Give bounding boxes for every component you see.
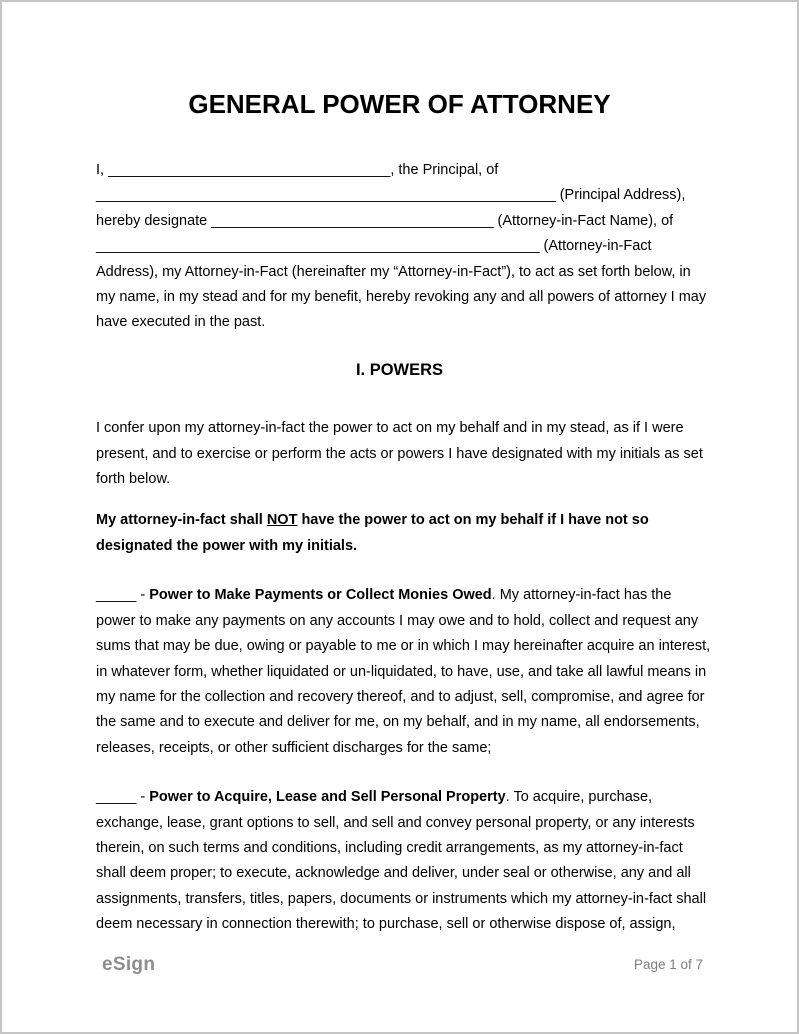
doc-line [96,209,703,234]
doc-line [96,811,703,836]
text-segment: _________________________________________________________ (Principal Address), [96,187,686,204]
text-segment: in whatever form, whether liquidated or un-liquidated, to have, use, and take all lawful means in [96,663,707,680]
paragraph-intro [96,158,707,336]
text-segment: Address), my Attorney-in-Fact (hereinafter my “Attorney-in-Fact”), to act as set forth below, in [96,263,691,280]
text-segment: shall deem proper; to execute, acknowledge and deliver, under seal or otherwise, any and all [96,865,691,882]
doc-line [96,887,707,912]
doc-line [96,660,707,685]
text-segment: have the power to act on my behalf if I have not so [297,512,649,529]
doc-line [96,534,703,559]
text-segment: Power to Acquire, Lease and Sell Personal Property [149,789,506,806]
doc-line [96,634,711,659]
text-segment: forth below. [96,471,171,488]
document-title: GENERAL POWER OF ATTORNEY [188,89,611,119]
page-footer [102,953,703,977]
doc-line [96,260,703,285]
text-segment: I, ___________________________________, the Principal, of [96,162,499,178]
doc-line [96,158,703,183]
text-segment: sums that may be due, owing or payable to me or in which I may hereinafter acquire an interest, [96,638,711,655]
text-segment: . My attorney-in-fact has the [491,587,672,604]
text-segment: Power to Make Payments or Collect Monies Owed [149,587,492,604]
text-segment: my name, in my stead and for my benefit, hereby revoking any and all powers of attorney I may [96,289,707,306]
text-segment: have executed in the past. [96,314,266,331]
text-segment: deem necessary in connection therewith; to purchase, sell or otherwise dispose of, assign, [96,916,676,933]
text-segment: I confer upon my attorney-in-fact the power to act on my behalf and in my stead, as if I were [96,420,684,437]
doc-line [96,583,703,608]
text-segment: _____ - [96,587,150,604]
doc-line [96,785,703,810]
text-segment: assignments, transfers, titles, papers, documents or instruments which my attorney-in-fact shall [96,890,707,907]
page-number-label: Page 1 of 7 [633,957,703,972]
doc-line [96,710,703,735]
paragraph-initials-notice [96,508,703,559]
text-segment: present, and to exercise or perform the acts or powers I have designated with my initials as set [96,445,703,462]
text-segment: designated the power with my initials. [96,537,358,554]
doc-line [96,234,703,259]
doc-line [96,912,703,937]
text-segment: My attorney-in-fact shall [96,512,267,529]
text-segment: . To acquire, purchase, [505,789,653,806]
doc-line [96,467,703,492]
doc-line [96,285,707,310]
text-segment: my name for the collection and recovery thereof, and to adjust, sell, compromise, and agree for [96,688,705,705]
section-heading-powers: I. POWERS [355,360,444,379]
text-segment: therein, on such terms and conditions, including credit arrangements, as my attorney-in-fact [96,839,683,856]
doc-line [96,442,703,467]
text-segment: power to make any payments on any accounts I may owe and to hold, collect and request any [96,612,699,629]
paragraph-power-personal-property [96,785,707,937]
doc-line [96,508,703,533]
paragraph-powers-intro [96,416,703,492]
doc-line [96,861,703,886]
paragraph-power-payments [96,583,711,761]
text-segment: _____ - [96,789,150,806]
doc-line [96,685,703,710]
doc-line [96,183,703,208]
doc-line [96,609,703,634]
emphasized-word: NOT [266,512,298,529]
text-segment: releases, receipts, or other sufficient discharges for the same; [96,739,492,756]
doc-line [96,310,703,335]
doc-line [96,416,703,441]
text-segment: exchange, lease, grant options to sell, and sell and convey personal property, or any interests [96,814,695,831]
doc-line [96,836,703,861]
doc-line [96,736,703,761]
text-segment: _______________________________________________________ (Attorney-in-Fact [96,238,652,255]
text-segment: hereby designate ___________________________________ (Attorney-in-Fact Name), of [96,212,674,229]
text-segment: the same and to execute and deliver for me, on my behalf, and in my name, all endorsements, [96,714,700,731]
esign-logo: eSign [102,954,156,975]
